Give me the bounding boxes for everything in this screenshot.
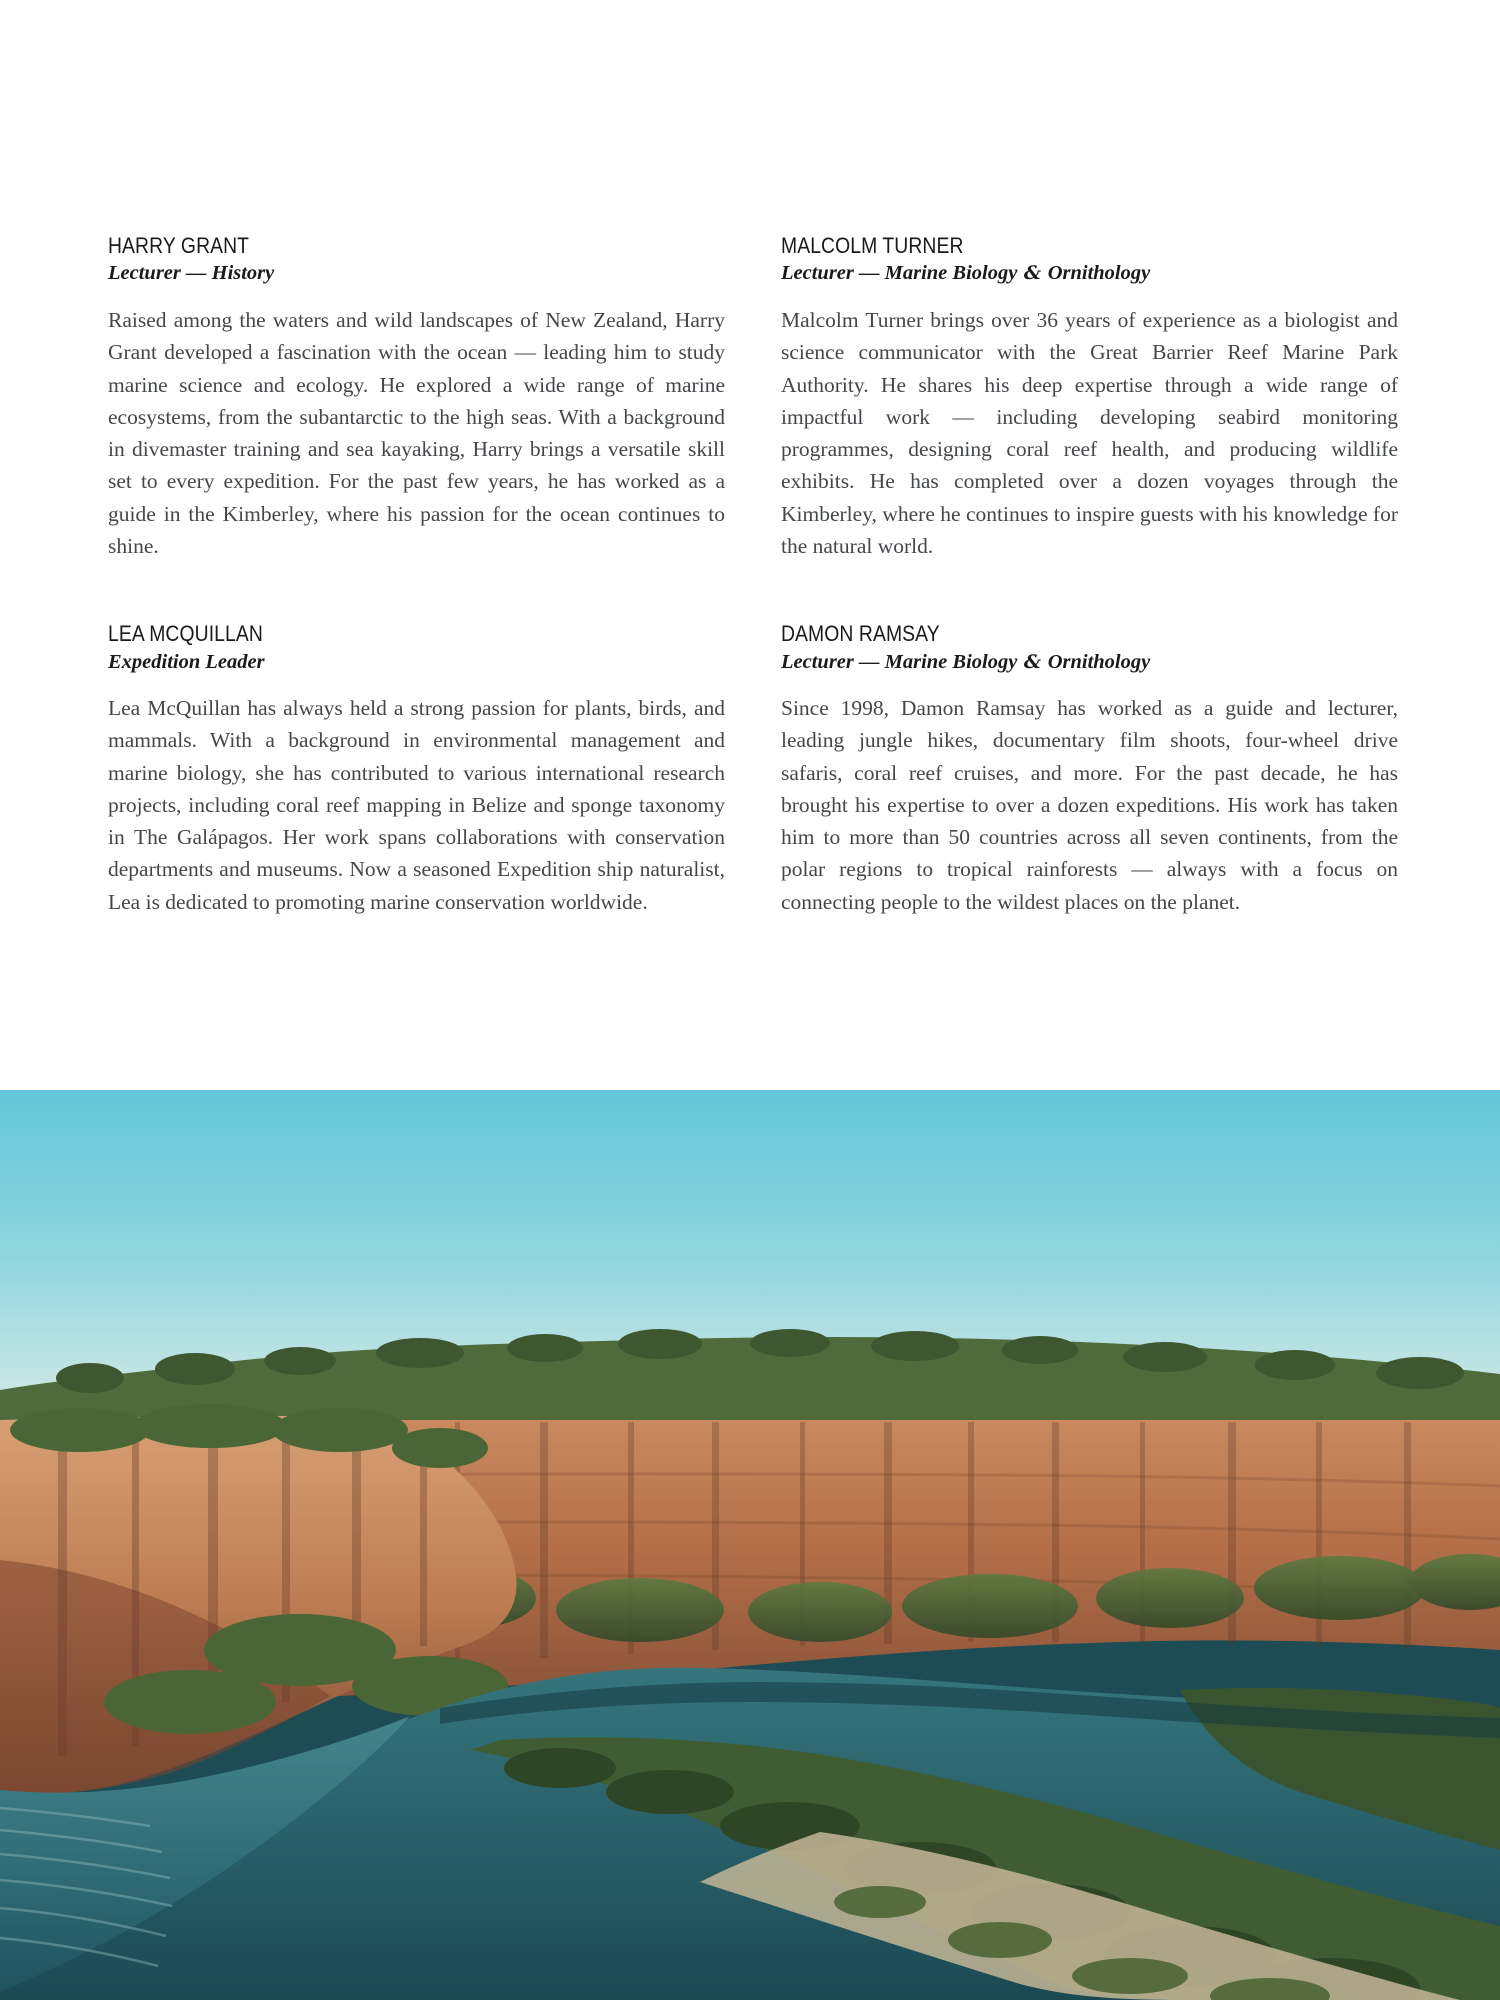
bio-name: MALCOLM TURNER <box>781 233 964 258</box>
bio-role <box>781 260 1398 287</box>
bio-description: Since 1998, Damon Ramsay has worked as a guide and lecturer, leading jungle hikes, documentary film shoots, four-wheel drive safaris, coral reef cruises, and more. For the past decade, he has brought his expertise to over a dozen expeditions. His work has taken him to more than 50 countries across all seven continents, from the polar regions to tropical rainforests — always with a focus on connecting people to the wildest places on the planet. <box>781 696 1398 914</box>
photograph-artwork <box>0 1090 1500 2000</box>
bio-entry-lea-mcquillan <box>108 620 725 918</box>
bio-entry-damon-ramsay <box>781 620 1398 918</box>
bio-name: DAMON RAMSAY <box>781 621 940 647</box>
bio-role-text: Lecturer — Marine Biology <box>781 262 1018 285</box>
bio-name: HARRY GRANT <box>108 233 250 258</box>
bio-entry-malcolm-turner <box>781 232 1398 562</box>
bio-role-text: Lecturer — Marine Biology <box>781 650 1018 673</box>
bio-role <box>781 649 1398 676</box>
bio-role-suffix: Ornithology <box>1047 262 1151 285</box>
bio-role <box>108 649 725 676</box>
bio-name: LEA MCQUILLAN <box>108 621 263 647</box>
ampersand-glyph: & <box>1017 262 1048 285</box>
bio-role-text: Lecturer — History <box>108 262 275 285</box>
bio-description: Malcolm Turner brings over 36 years of experience as a biologist and science communicator with the Great Barrier Reef Marine Park Authority. He shares his deep expertise through a wide range of impactful work — including developing seabird monitoring programmes, designing coral reef health, and producing wildlife exhibits. He has completed over a dozen voyages through the Kimberley, where he continues to inspire guests with his knowledge for the natural world. <box>781 308 1398 558</box>
landscape-photograph <box>0 1090 1500 2000</box>
bio-role-suffix: Ornithology <box>1047 650 1151 673</box>
bio-description: Raised among the waters and wild landscapes of New Zealand, Harry Grant developed a fascination with the ocean — leading him to study marine science and ecology. He explored a wide range of marine ecosystems, from the subantarctic to the high seas. With a background in divemaster training and sea kayaking, Harry brings a versatile skill set to every expedition. For the past few years, he has worked as a guide in the Kimberley, where his passion for the ocean continues to shine. <box>108 308 725 558</box>
ampersand-glyph: & <box>1017 650 1048 673</box>
bio-role-text: Expedition Leader <box>108 650 265 673</box>
bio-role <box>108 260 725 287</box>
biography-grid <box>108 232 1398 918</box>
bio-entry-harry-grant <box>108 232 725 562</box>
bio-description: Lea McQuillan has always held a strong passion for plants, birds, and mammals. With a background in environmental management and marine biology, she has contributed to various international research projects, including coral reef mapping in Belize and sponge taxonomy in The Galápagos. Her work spans collaborations with conservation departments and museums. Now a seasoned Expedition ship naturalist, Lea is dedicated to promoting marine conservation worldwide. <box>108 696 725 914</box>
